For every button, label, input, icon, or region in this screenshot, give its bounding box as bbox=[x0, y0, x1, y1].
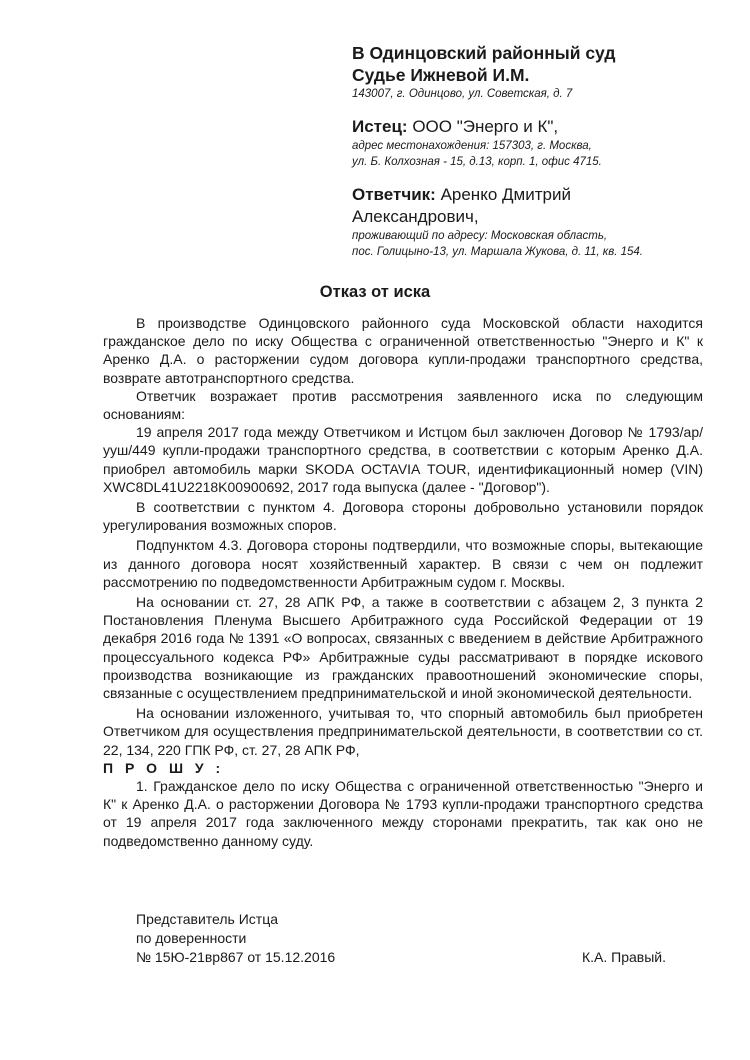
defendant-address-line-1: проживающий по адресу: Московская область, bbox=[352, 230, 608, 242]
plaintiff-name: ООО "Энерго и К", bbox=[412, 117, 559, 136]
plaintiff-address-line-2: ул. Б. Колхозная - 15, д.13, корп. 1, офис 4715. bbox=[352, 156, 602, 168]
plaintiff-label: Истец: bbox=[352, 117, 408, 136]
body-paragraph: На основании изложенного, учитывая то, что спорный автомобиль был приобретен Ответчиком для осуществления предпринимательской деятельности, в соответствии со ст. 22, 134, 220 ГПК РФ, ст. 27, 28 АПК РФ, bbox=[103, 705, 703, 758]
body-paragraph: На основании ст. 27, 28 АПК РФ, а также в соответствии с абзацем 2, 3 пункта 2 Постановления Пленума Высшего Арбитражного суда Российской Федерации от 19 декабря 2016 года № 1391 «О вопросах, связанных с введением в действие Арбитражного процессуального кодекса РФ» Арбитражные суды рассматривают в порядке искового производства возникающие из гражданских правоотношений экономические споры, связанные с осуществлением предпринимательской и иной экономической деятельности. bbox=[103, 594, 703, 702]
judge-name: Судье Ижневой И.М. bbox=[352, 65, 530, 85]
defendant-name-2: Александрович, bbox=[352, 207, 479, 226]
signature-line-3: № 15Ю-21вр867 от 15.12.2016 bbox=[136, 949, 336, 965]
signature-line-1: Представитель Истца bbox=[136, 911, 279, 927]
body-paragraph: В соответствии с пунктом 4. Договора стороны добровольно установили порядок урегулирования возможных споров. bbox=[103, 499, 703, 534]
signature-line-2: по доверенности bbox=[136, 930, 247, 946]
body-paragraph: Подпунктом 4.3. Договора стороны подтвердили, что возможные споры, вытекающие из данного договора носят хозяйственный характер. В связи с чем он подлежит рассмотрению по подведомственности Арбитражным судом г. Москвы. bbox=[103, 537, 703, 590]
body-paragraph: 19 апреля 2017 года между Ответчиком и Истцом был заключен Договор № 1793/ар/ууш/449 купли-продажи транспортного средства, в соответствии с которым Аренко Д.А. приобрел автомобиль марки SKODA OCTAVIA TOUR, идентификационный номер (VIN) XWC8DL41U2218K00900692, 2017 года выпуска (далее - "Договор"). bbox=[103, 424, 703, 495]
defendant-line bbox=[352, 184, 732, 206]
defendant-address-line-2: пос. Голицыно-13, ул. Маршала Жукова, д. 11, кв. 154. bbox=[352, 246, 643, 258]
body-paragraph: Ответчик возражает против рассмотрения заявленного иска по следующим основаниям: bbox=[103, 387, 703, 423]
signatory-name: К.А. Правый. bbox=[581, 949, 666, 965]
plaintiff-line bbox=[352, 116, 732, 138]
defendant-label: Ответчик: bbox=[352, 185, 436, 204]
body-paragraph: В производстве Одинцовского районного суда Московской области находится гражданское дело по иску Общества с ограниченной ответственностью "Энерго и К" к Аренко Д.А. о расторжении судом договора купли-продажи транспортного средства, возврате автотранспортного средства. bbox=[103, 315, 703, 386]
court-name: В Одинцовский районный суд bbox=[352, 43, 616, 63]
plaintiff-address-line-1: адрес местонахождения: 157303, г. Москва, bbox=[352, 140, 592, 152]
signature-block bbox=[136, 910, 666, 967]
request-item: 1. Гражданское дело по иску Общества с ограниченной ответственностью "Энерго и К" к Аренко Д.А. о расторжении Договора № 1793 купли-продажи транспортного средства от 19 апреля 2017 года заключенного между сторонами прекратить, так как оно не подведомственно данному суду. bbox=[103, 778, 703, 849]
defendant-name-1: Аренко Дмитрий bbox=[440, 185, 571, 204]
request-heading: П Р О Ш У : bbox=[103, 759, 225, 776]
court-address: 143007, г. Одинцово, ул. Советская, д. 7 bbox=[352, 88, 573, 100]
addressee-header bbox=[352, 42, 732, 260]
document-title: Отказ от иска bbox=[319, 283, 431, 301]
document-body bbox=[103, 314, 703, 850]
